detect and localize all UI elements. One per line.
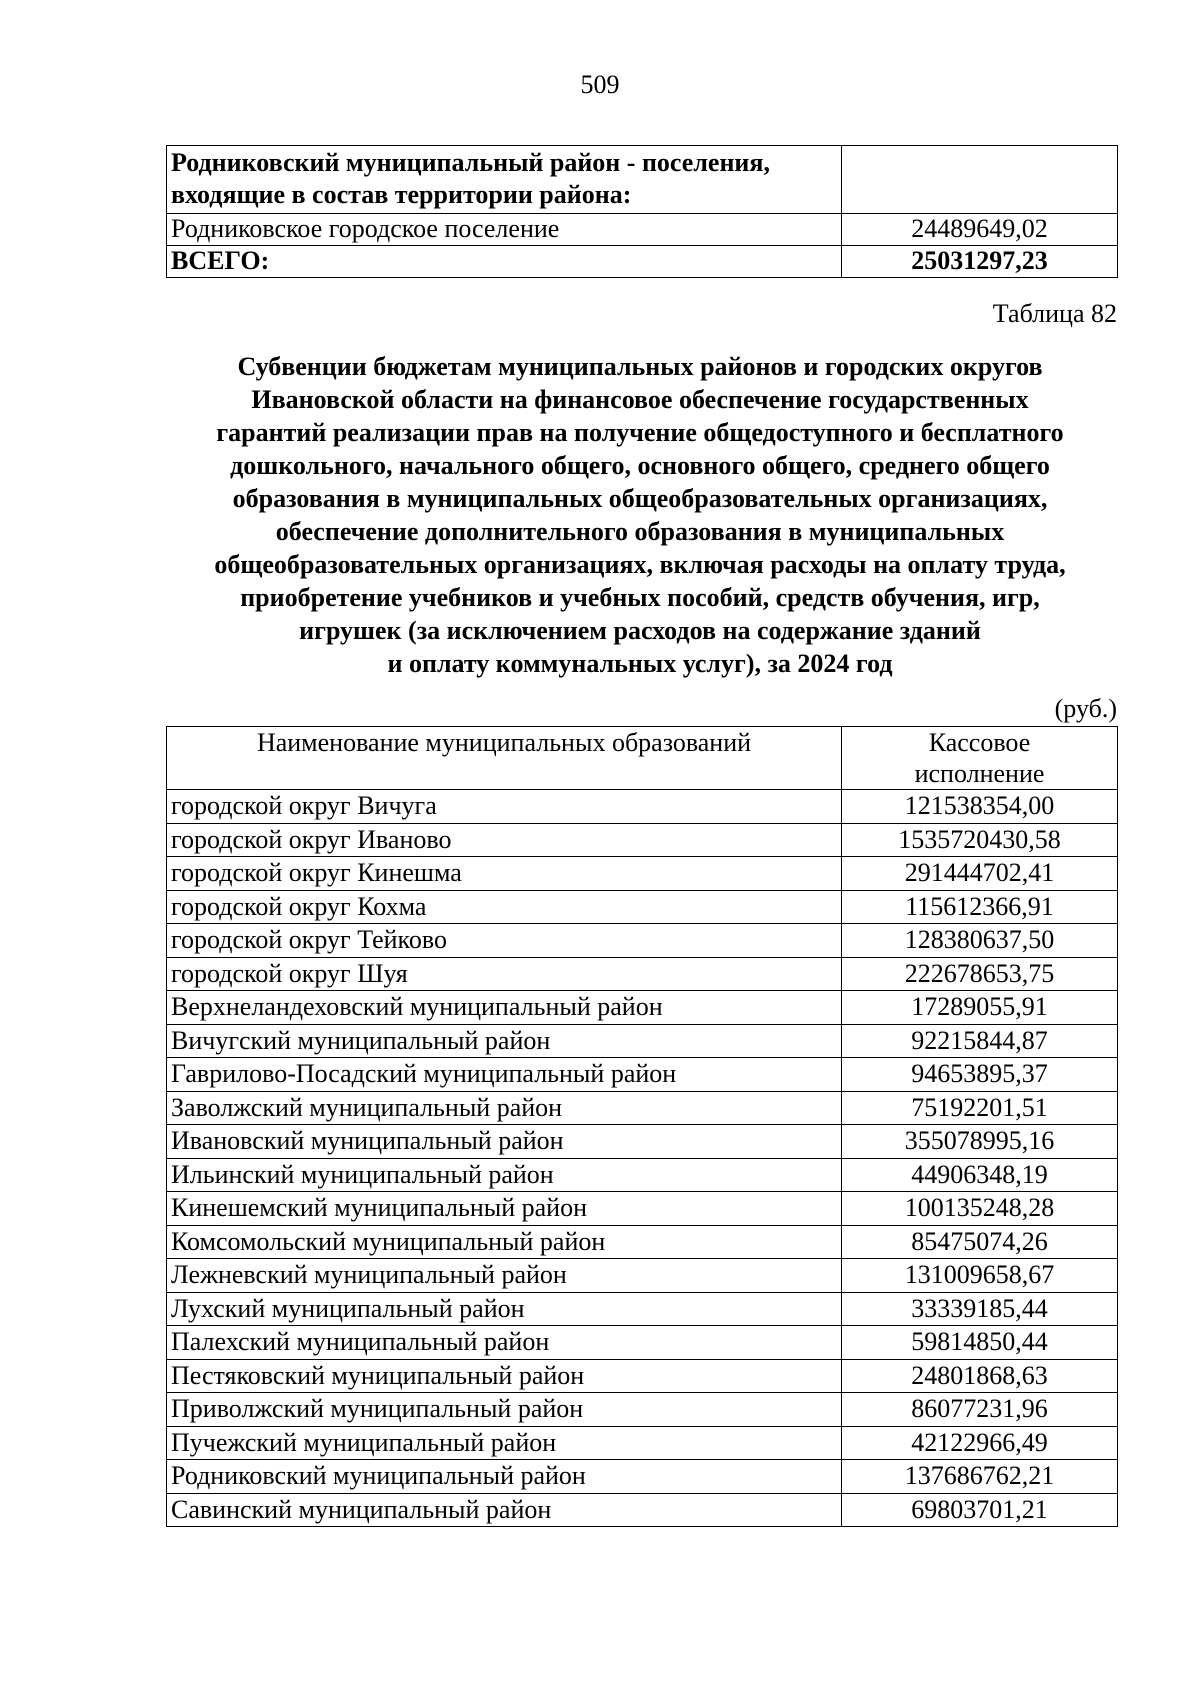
total-value: 25031297,23: [842, 246, 1118, 278]
cash-execution-value: 94653895,37: [842, 1058, 1118, 1092]
title-line: гарантий реализации прав на получение общедоступного и бесплатного: [216, 418, 1064, 447]
table-header-row: [167, 146, 1118, 214]
table-row: [167, 1125, 1118, 1159]
title-line: и оплату коммунальных услуг), за 2024 год: [387, 649, 893, 678]
total-row: [167, 246, 1118, 278]
municipality-name: Лухский муниципальный район: [167, 1292, 842, 1326]
total-label: ВСЕГО:: [167, 246, 842, 278]
title-line: дошкольного, начального общего, основного общего, среднего общего: [230, 451, 1050, 480]
cash-execution-value: 137686762,21: [842, 1460, 1118, 1494]
cash-execution-value: 92215844,87: [842, 1024, 1118, 1058]
row-name: Родниковское городское поселение: [167, 214, 842, 246]
title-line: образования в муниципальных общеобразовательных организациях,: [232, 484, 1048, 513]
column-header-name: Наименование муниципальных образований: [167, 727, 842, 790]
municipality-name: Родниковский муниципальный район: [167, 1460, 842, 1494]
title-line: приобретение учебников и учебных пособий, средств обучения, игр,: [240, 583, 1040, 612]
table-row: [167, 1493, 1118, 1527]
cash-execution-value: 17289055,91: [842, 991, 1118, 1025]
municipality-name: Вичугский муниципальный район: [167, 1024, 842, 1058]
municipality-name: Пучежский муниципальный район: [167, 1426, 842, 1460]
municipality-name: городской округ Тейково: [167, 924, 842, 958]
table-row: [167, 1091, 1118, 1125]
cash-execution-value: 59814850,44: [842, 1326, 1118, 1360]
table-row: [167, 957, 1118, 991]
cash-execution-value: 42122966,49: [842, 1426, 1118, 1460]
municipality-name: Савинский муниципальный район: [167, 1493, 842, 1527]
section-heading-cell: [167, 146, 842, 214]
cash-execution-value: 24801868,63: [842, 1359, 1118, 1393]
municipality-name: городской округ Иваново: [167, 823, 842, 857]
column-header-value: [842, 727, 1118, 790]
table-row: [167, 924, 1118, 958]
table-row: [167, 790, 1118, 824]
cash-execution-value: 44906348,19: [842, 1158, 1118, 1192]
municipality-name: Лежневский муниципальный район: [167, 1259, 842, 1293]
document-title: [150, 350, 1130, 680]
table-row: [167, 1426, 1118, 1460]
title-line: Ивановской области на финансовое обеспечение государственных: [251, 385, 1029, 414]
table-row: [167, 1359, 1118, 1393]
table-row: [167, 1225, 1118, 1259]
cash-execution-value: 33339185,44: [842, 1292, 1118, 1326]
cash-execution-value: 100135248,28: [842, 1192, 1118, 1226]
cash-execution-value: 69803701,21: [842, 1493, 1118, 1527]
municipality-name: городской округ Кинешма: [167, 857, 842, 891]
table-row: [167, 1192, 1118, 1226]
cash-execution-value: 86077231,96: [842, 1393, 1118, 1427]
column-header-line: исполнение: [914, 759, 1045, 788]
unit-label: (руб.): [1054, 694, 1117, 723]
continuation-table: [166, 145, 1118, 278]
table-body: [167, 790, 1118, 1527]
subventions-table: [166, 726, 1118, 1527]
municipality-name: Палехский муниципальный район: [167, 1326, 842, 1360]
table-row: [167, 991, 1118, 1025]
row-value: 24489649,02: [842, 214, 1118, 246]
municipality-name: Комсомольский муниципальный район: [167, 1225, 842, 1259]
cash-execution-value: 1535720430,58: [842, 823, 1118, 857]
title-line: обеспечение дополнительного образования в муниципальных: [275, 517, 1005, 546]
municipality-name: Ивановский муниципальный район: [167, 1125, 842, 1159]
table-row: [167, 857, 1118, 891]
table-number: Таблица 82: [992, 299, 1117, 328]
table-row: [167, 1292, 1118, 1326]
municipality-name: Заволжский муниципальный район: [167, 1091, 842, 1125]
table-row: [167, 1058, 1118, 1092]
table-row: [167, 1158, 1118, 1192]
municipality-name: Верхнеландеховский муниципальный район: [167, 991, 842, 1025]
cash-execution-value: 115612366,91: [842, 890, 1118, 924]
table-header-row: [167, 727, 1118, 790]
section-heading-line: Родниковский муниципальный район - поселения,: [171, 148, 770, 177]
municipality-name: Ильинский муниципальный район: [167, 1158, 842, 1192]
title-line: игрушек (за исключением расходов на содержание зданий: [299, 616, 981, 645]
cash-execution-value: 291444702,41: [842, 857, 1118, 891]
table-row: [167, 890, 1118, 924]
cash-execution-value: 131009658,67: [842, 1259, 1118, 1293]
municipality-name: городской округ Вичуга: [167, 790, 842, 824]
table-row: [167, 1024, 1118, 1058]
table-row: [167, 1460, 1118, 1494]
municipality-name: Приволжский муниципальный район: [167, 1393, 842, 1427]
title-line: Субвенции бюджетам муниципальных районов и городских округов: [237, 352, 1043, 381]
table-row: [167, 1326, 1118, 1360]
cash-execution-value: 85475074,26: [842, 1225, 1118, 1259]
cash-execution-value: 128380637,50: [842, 924, 1118, 958]
title-line: общеобразовательных организациях, включая расходы на оплату труда,: [214, 550, 1066, 579]
cash-execution-value: 75192201,51: [842, 1091, 1118, 1125]
municipality-name: городской округ Шуя: [167, 957, 842, 991]
municipality-name: Кинешемский муниципальный район: [167, 1192, 842, 1226]
column-header-line: Кассовое: [928, 728, 1031, 757]
table-row: [167, 214, 1118, 246]
municipality-name: городской округ Кохма: [167, 890, 842, 924]
section-heading-value: [842, 146, 1118, 214]
table-row: [167, 1393, 1118, 1427]
municipality-name: Гаврилово-Посадский муниципальный район: [167, 1058, 842, 1092]
section-heading-line: входящие в состав территории района:: [171, 180, 632, 209]
table-row: [167, 823, 1118, 857]
cash-execution-value: 121538354,00: [842, 790, 1118, 824]
cash-execution-value: 355078995,16: [842, 1125, 1118, 1159]
municipality-name: Пестяковский муниципальный район: [167, 1359, 842, 1393]
table-row: [167, 1259, 1118, 1293]
cash-execution-value: 222678653,75: [842, 957, 1118, 991]
page-number: 509: [580, 70, 620, 99]
